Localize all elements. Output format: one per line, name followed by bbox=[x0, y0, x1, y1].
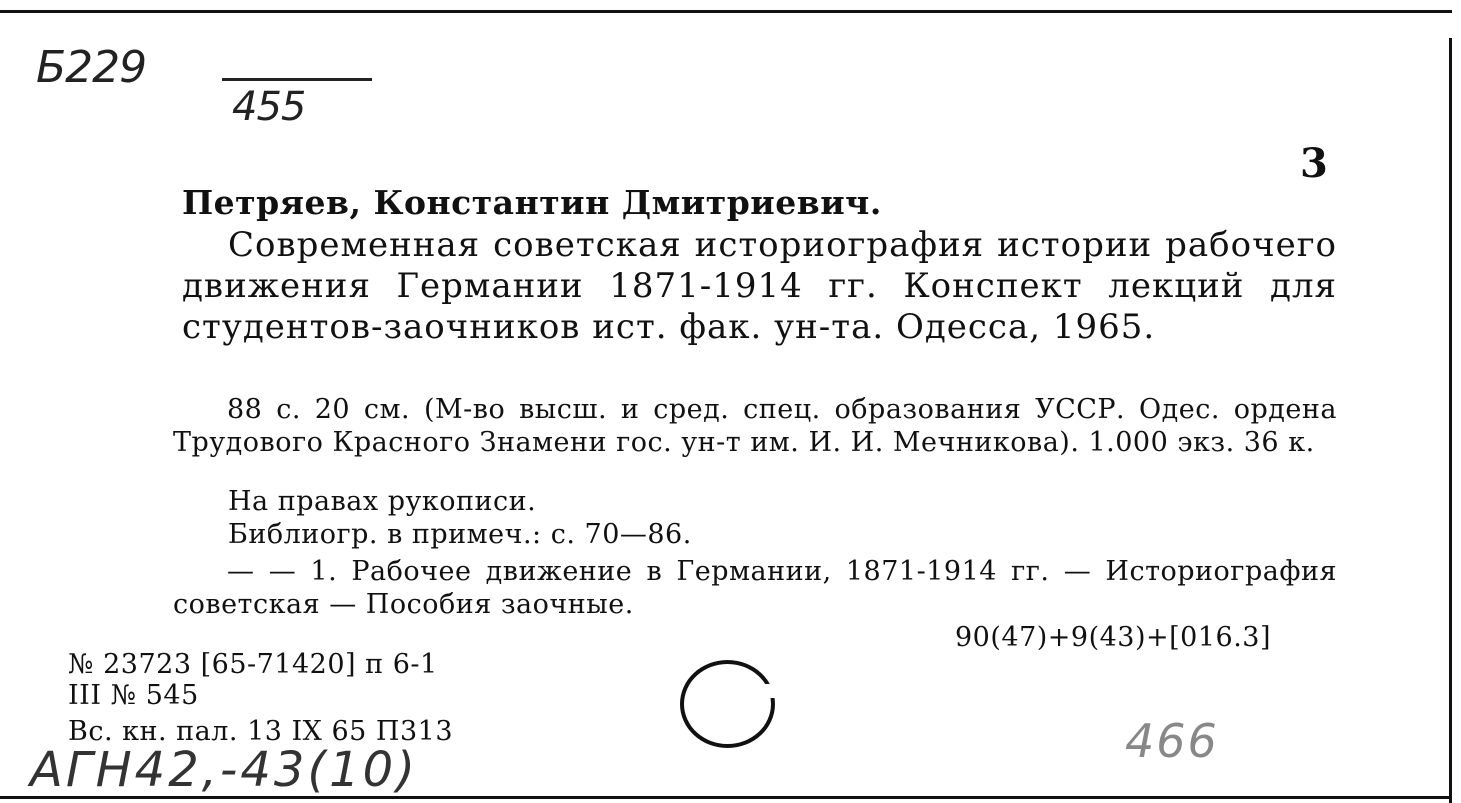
shelf-mark-divider bbox=[222, 78, 372, 81]
card-number: 3 bbox=[1300, 140, 1328, 187]
title-statement: Современная советская историография истории рабочего движения Германии 1871-1914 гг. Конспект лекций для студентов-заочников ист. фак. ун-та. Одесса, 1965. bbox=[182, 225, 1337, 347]
classification-code: 90(47)+9(43)+[016.3] bbox=[955, 622, 1271, 653]
handwritten-note-right: 466 bbox=[1125, 714, 1219, 768]
footer-line-1: № 23723 [65-71420] п 6-1 bbox=[68, 649, 438, 680]
shelf-mark-bottom: 455 bbox=[232, 84, 306, 130]
card-border-right bbox=[1449, 38, 1452, 803]
handwritten-note-left: АГН42,-43(10) bbox=[30, 742, 418, 798]
circle-stamp-gap bbox=[760, 684, 778, 698]
note-manuscript: На правах рукописи. bbox=[228, 486, 537, 517]
author-heading: Петряев, Константин Дмитриевич. bbox=[182, 183, 882, 222]
card-border-top bbox=[0, 10, 1452, 13]
footer-line-3: Вс. кн. пал. 13 IX 65 П313 bbox=[68, 716, 454, 747]
note-bibliography: Библиогр. в примеч.: с. 70—86. bbox=[228, 519, 692, 550]
footer-line-2: III № 545 bbox=[68, 680, 199, 711]
circle-stamp bbox=[680, 660, 775, 748]
shelf-mark-top: Б229 bbox=[36, 42, 147, 93]
physical-description: 88 с. 20 см. (М-во высш. и сред. спец. образования УССР. Одес. ордена Трудового Красного Знамени гос. ун-т им. И. И. Мечникова). 1.000 экз. 36 к. bbox=[173, 394, 1337, 458]
subject-headings: — — 1. Рабочее движение в Германии, 1871-1914 гг. — Историография советская — Пособия заочные. bbox=[173, 556, 1337, 620]
